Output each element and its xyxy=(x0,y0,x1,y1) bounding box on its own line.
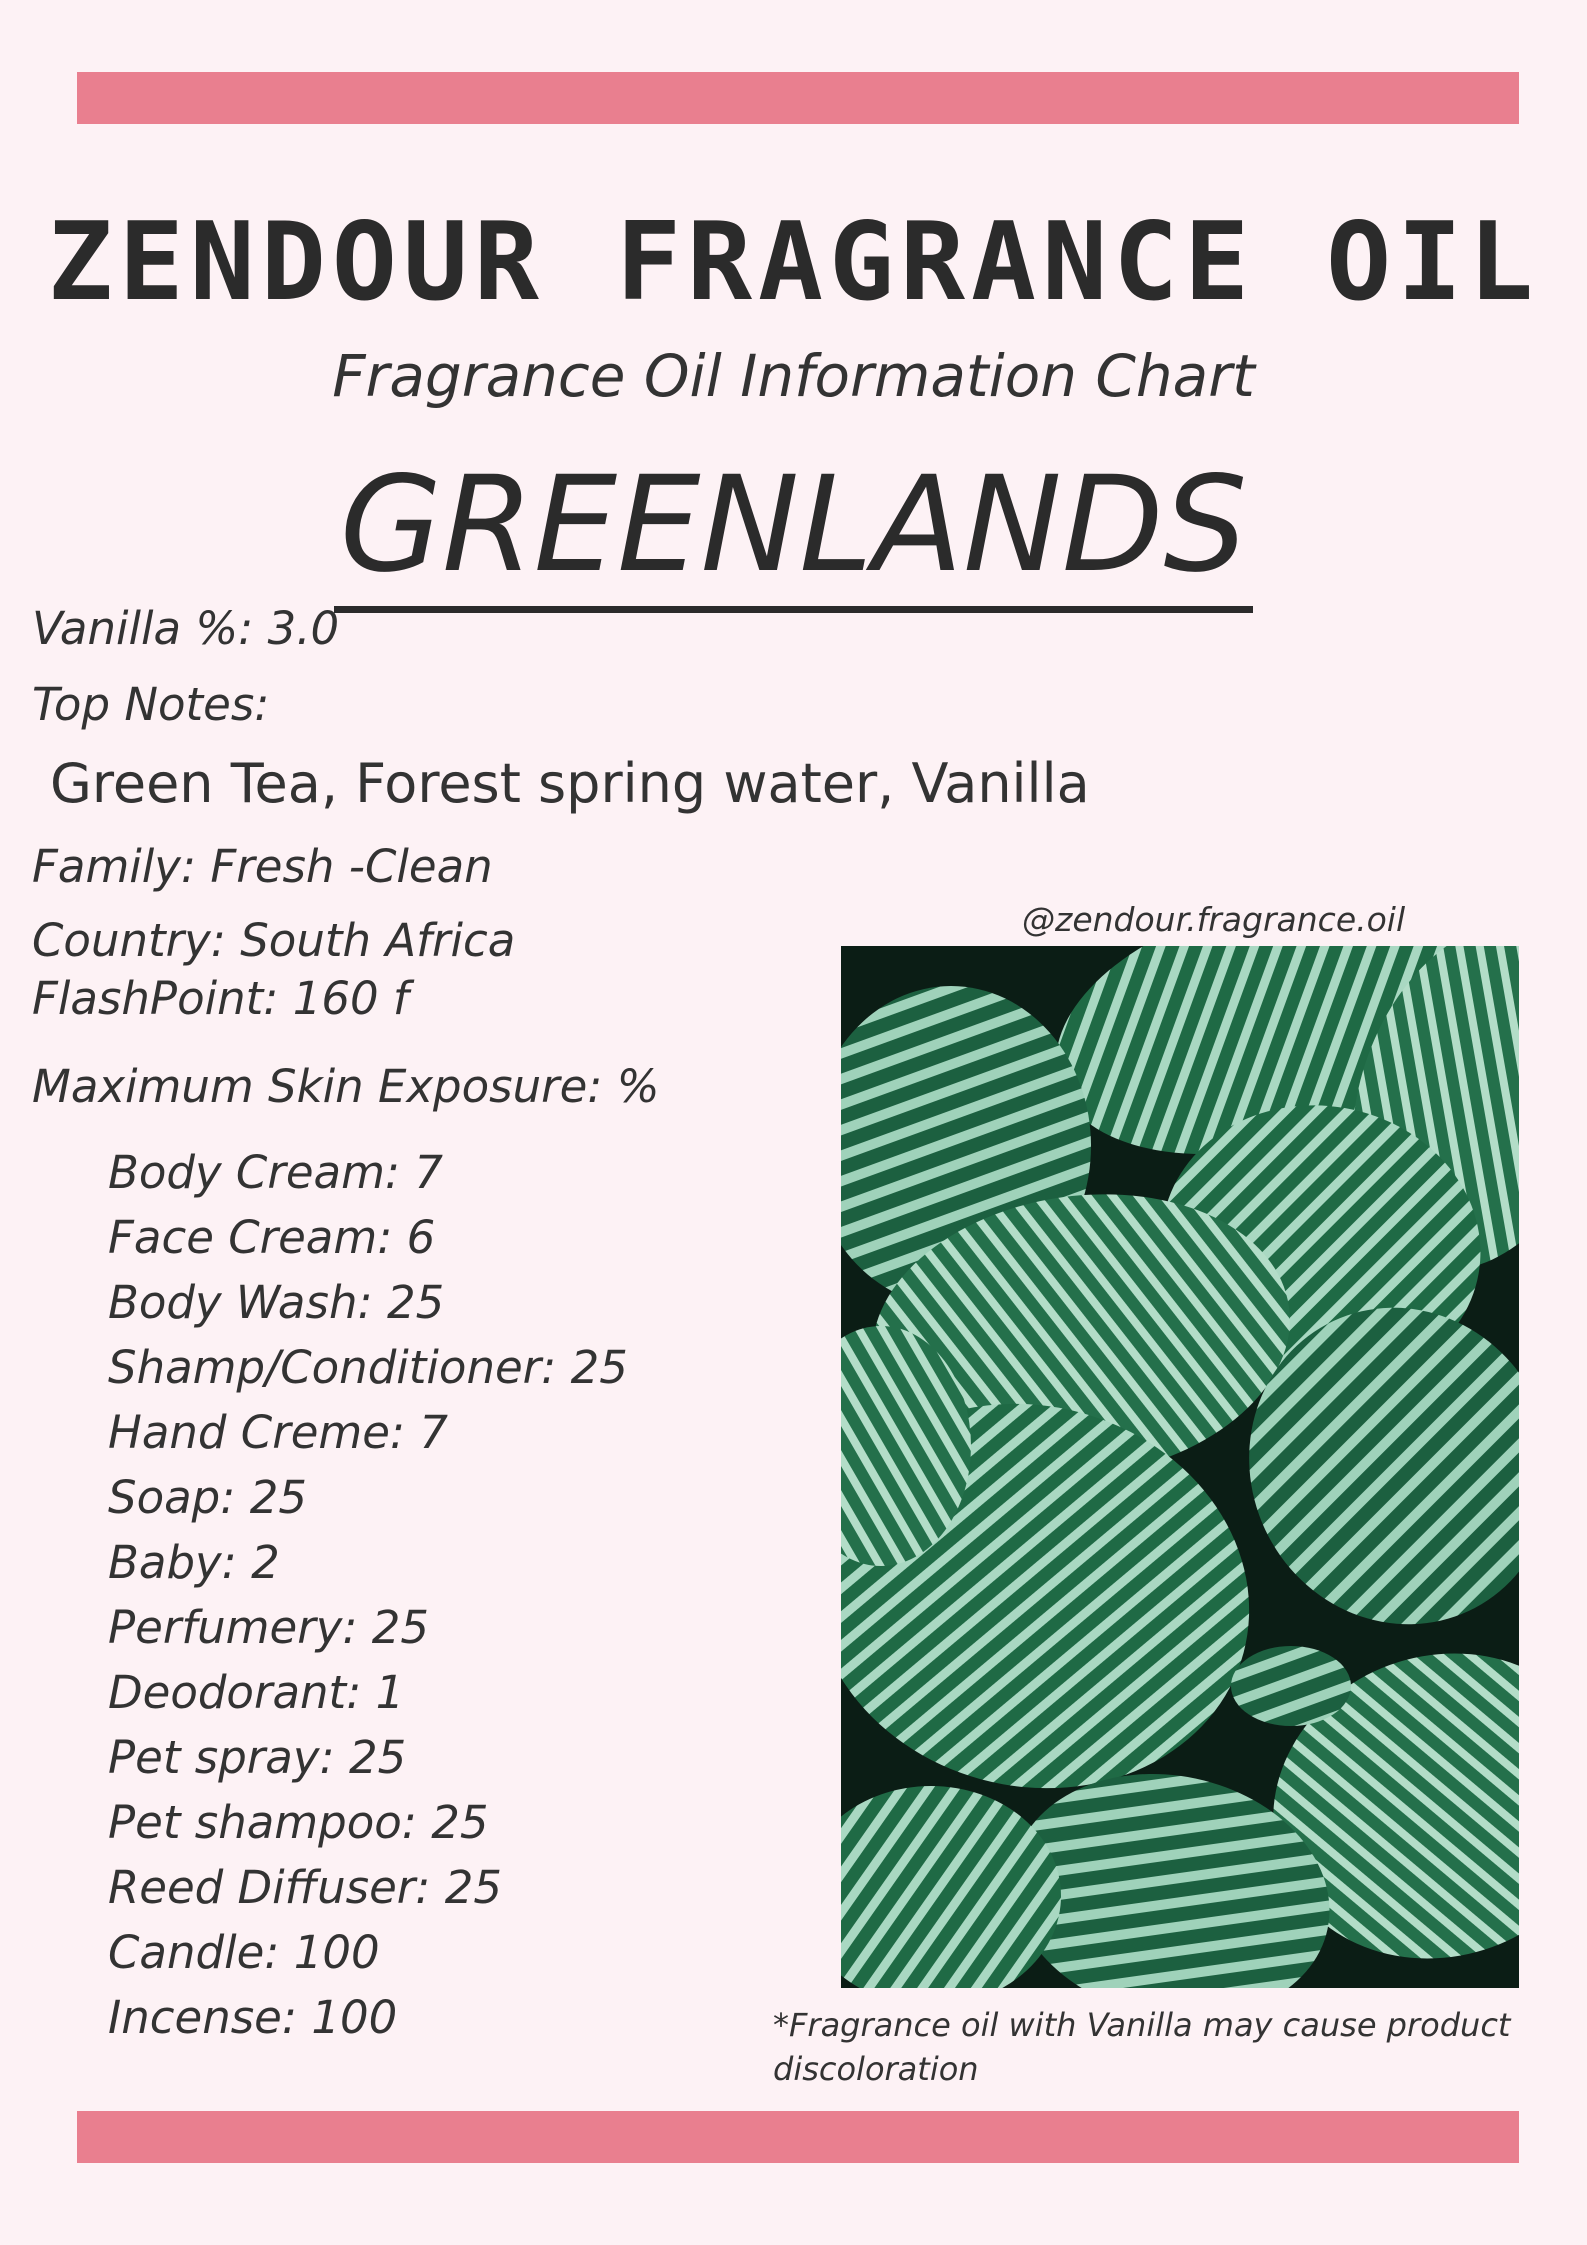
exposure-item: Shamp/Conditioner: 25 xyxy=(108,1341,628,1394)
country: Country: South Africa xyxy=(32,914,516,967)
product-name-heading xyxy=(0,448,1587,602)
family: Family: Fresh -Clean xyxy=(32,840,493,893)
vanilla-disclaimer: *Fragrance oil with Vanilla may cause product discoloration xyxy=(773,2006,1511,2088)
product-name: GREENLANDS xyxy=(334,448,1254,613)
top-accent-bar xyxy=(77,72,1519,124)
exposure-item: Body Wash: 25 xyxy=(108,1276,445,1329)
exposure-item: Soap: 25 xyxy=(108,1471,307,1524)
top-notes-label: Top Notes: xyxy=(32,678,270,731)
exposure-item: Incense: 100 xyxy=(108,1991,398,2044)
vanilla-percent: Vanilla %: 3.0 xyxy=(32,602,340,655)
exposure-item: Deodorant: 1 xyxy=(108,1666,405,1719)
chart-subtitle: Fragrance Oil Information Chart xyxy=(332,342,1255,410)
exposure-item: Baby: 2 xyxy=(108,1536,280,1589)
exposure-item: Face Cream: 6 xyxy=(108,1211,436,1264)
max-skin-exposure-label: Maximum Skin Exposure: % xyxy=(32,1060,660,1113)
bottom-accent-bar xyxy=(77,2111,1519,2163)
brand-title: ZENDOUR FRAGRANCE OIL xyxy=(47,200,1540,325)
top-notes-value: Green Tea, Forest spring water, Vanilla xyxy=(50,752,1090,815)
leaves-photo xyxy=(841,946,1519,1988)
exposure-item: Pet shampoo: 25 xyxy=(108,1796,489,1849)
exposure-item: Body Cream: 7 xyxy=(108,1146,444,1199)
exposure-list xyxy=(108,1140,628,2050)
exposure-item: Pet spray: 25 xyxy=(108,1731,407,1784)
exposure-item: Candle: 100 xyxy=(108,1926,380,1979)
social-handle: @zendour.fragrance.oil xyxy=(1022,900,1406,939)
exposure-item: Reed Diffuser: 25 xyxy=(108,1861,503,1914)
exposure-item: Hand Creme: 7 xyxy=(108,1406,449,1459)
exposure-item: Perfumery: 25 xyxy=(108,1601,430,1654)
flashpoint: FlashPoint: 160 f xyxy=(32,972,409,1025)
